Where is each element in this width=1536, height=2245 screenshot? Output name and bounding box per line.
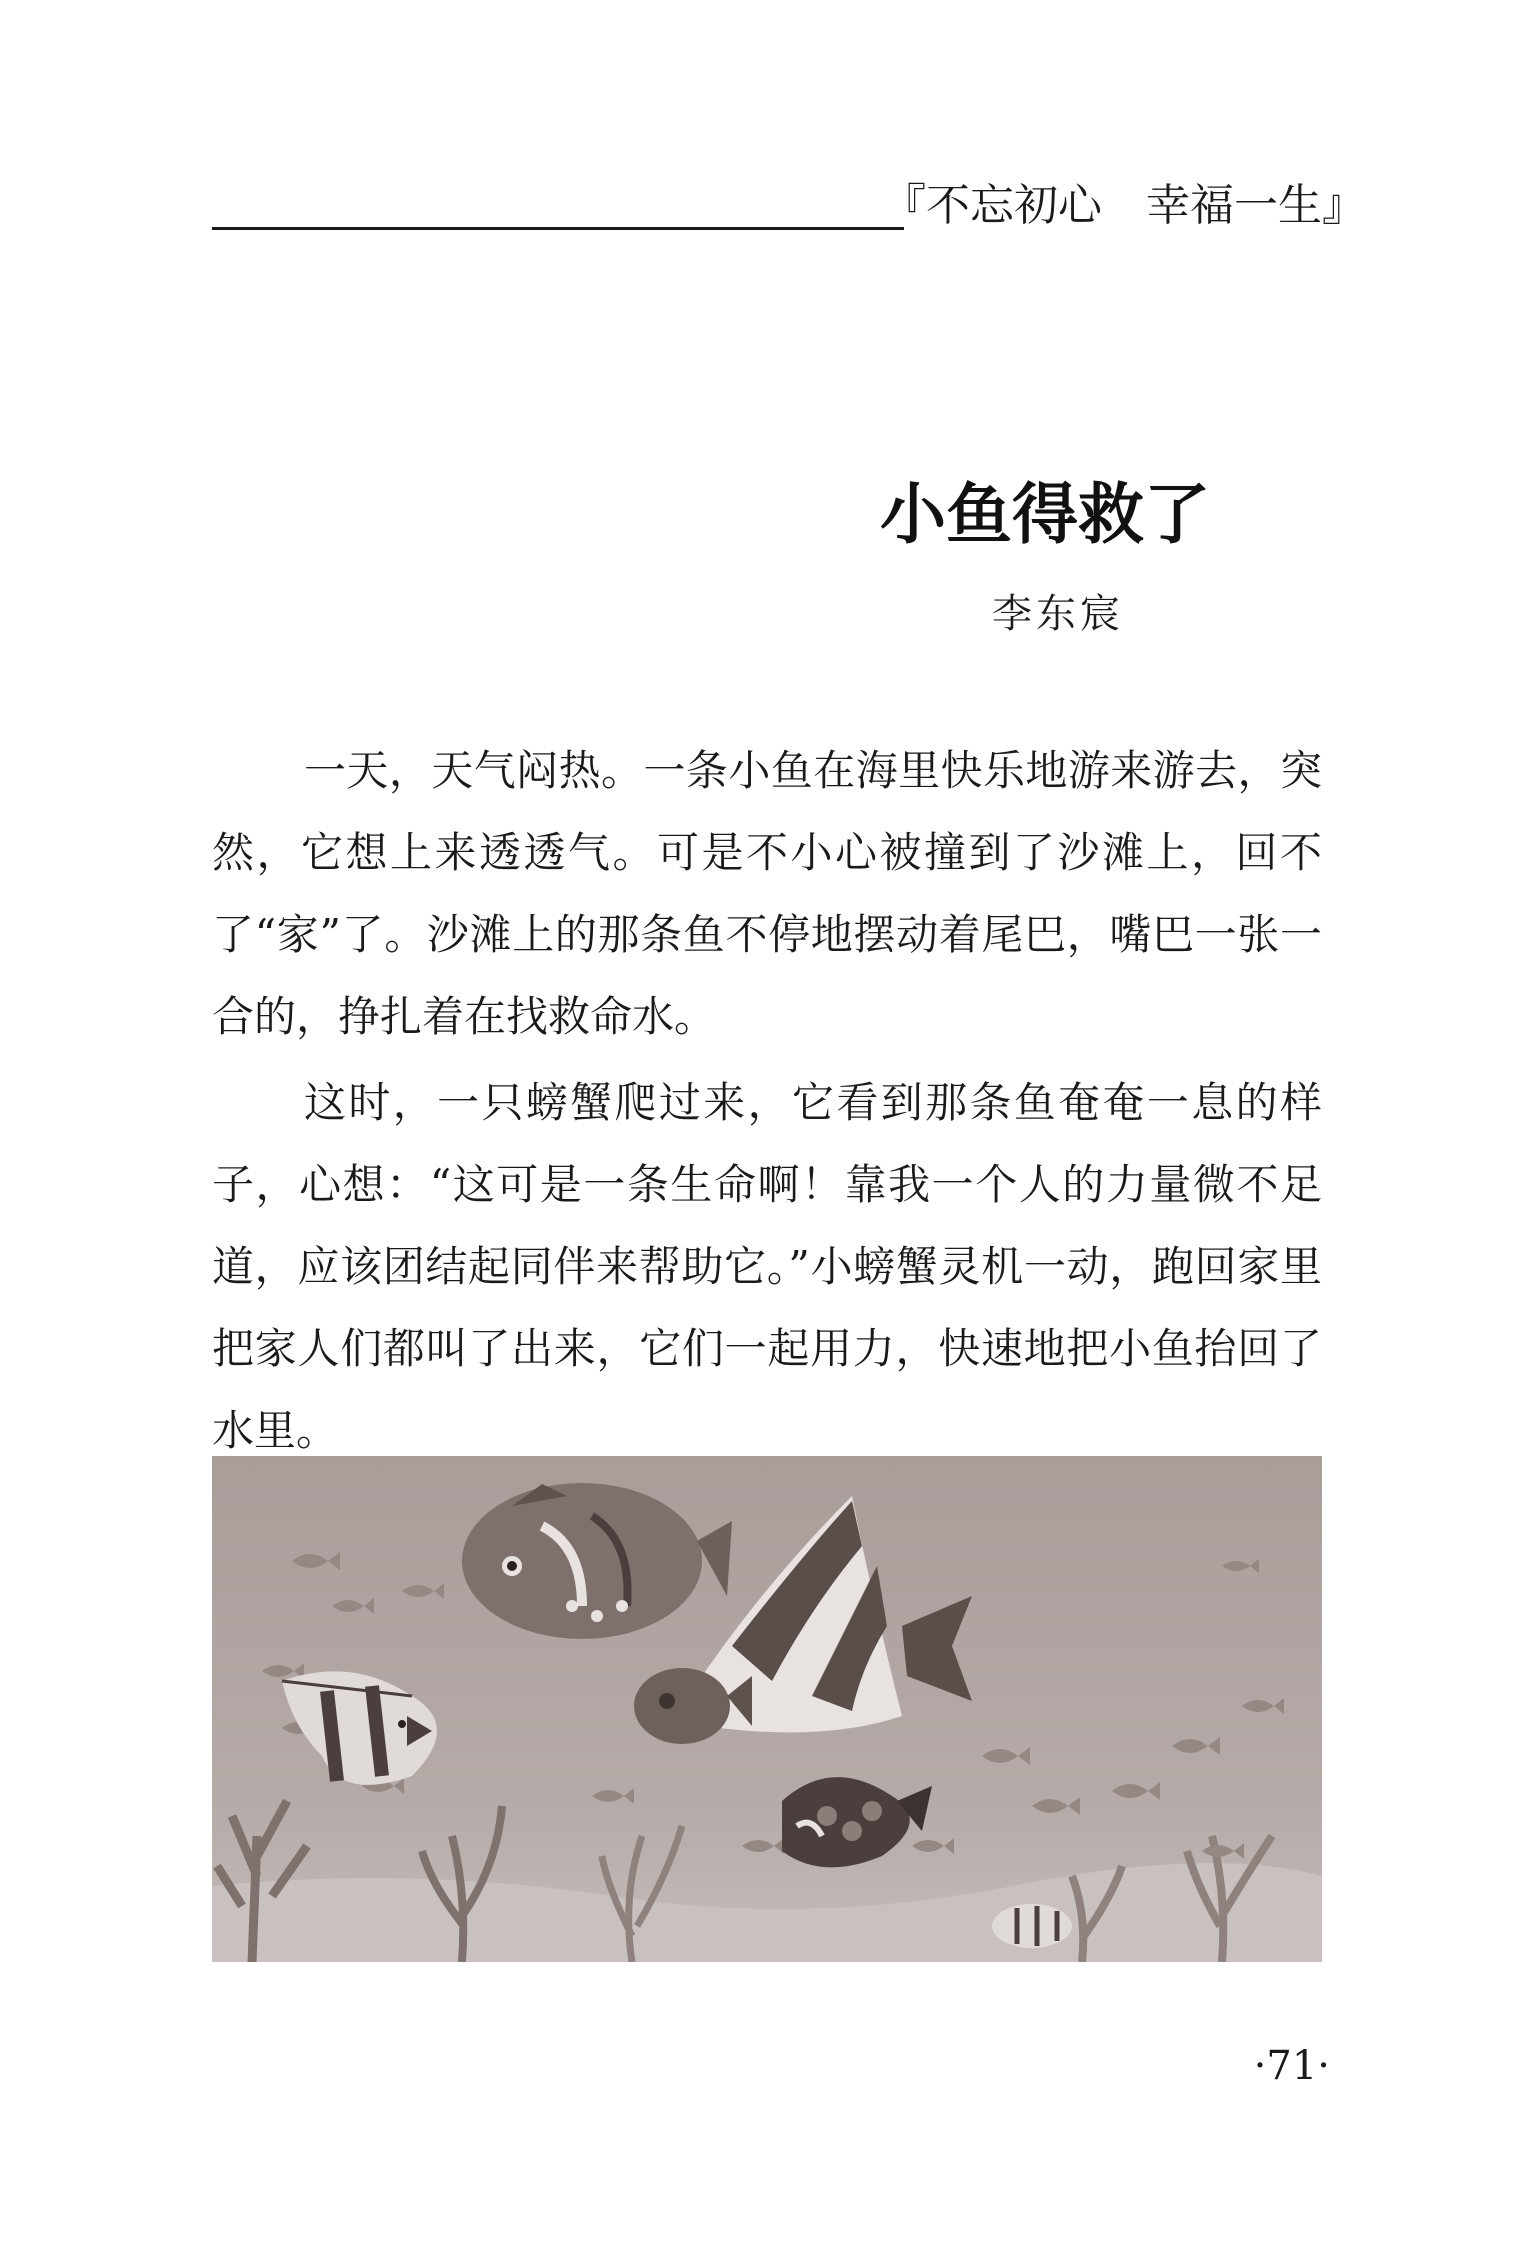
underwater-illustration [212,1456,1322,1962]
story-body [212,730,1322,1562]
story-title: 小鱼得救了 [880,476,1210,553]
paragraph: 这时，一只螃蟹爬过来，它看到那条鱼奄奄一息的样子，心想：“这可是一条生命啊！靠我一个人的力量微不足道，应该团结起同伴来帮助它。”小螃蟹灵机一动，跑回家里把家人们都叫了出来，它们一起用力，快速地把小鱼抬回了水里。 [212,1078,1322,1455]
page-number: ·71· [1253,2043,1330,2089]
striped-fish-bottom [992,1904,1072,1948]
running-header: 『不忘初心 幸福一生』 [882,180,1366,231]
paragraph: 一天，天气闷热。一条小鱼在海里快乐地游来游去，突然，它想上来透透气。可是不小心被撞到了沙滩上，回不了“家”了。沙滩上的那条鱼不停地摆动着尾巴，嘴巴一张一合的，挣扎着在找救命水。 [212,746,1322,1041]
header-rule [212,227,904,230]
author-name: 李东宸 [992,591,1124,637]
